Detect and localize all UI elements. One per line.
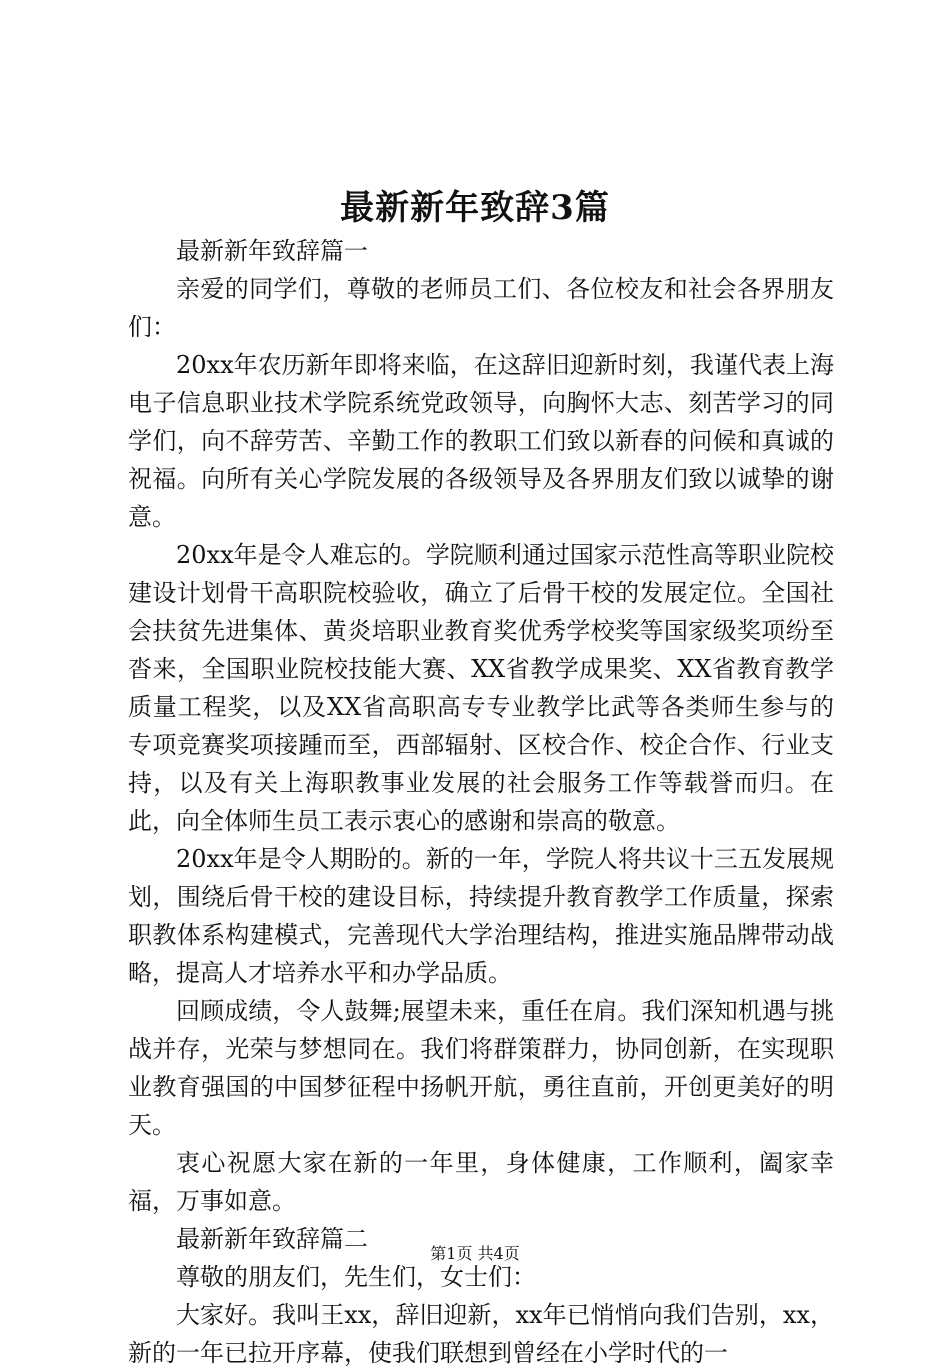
- page-footer: 第1页 共4页: [430, 1244, 520, 1263]
- document-title: 最新新年致辞3篇: [340, 188, 610, 228]
- paragraph: 20xx年是令人难忘的。学院顺利通过国家示范性高等职业院校建设计划骨干高职院校验收，确立了后骨干校的发展定位。全国社会扶贫先进集体、黄炎培职业教育奖优秀学校奖等国家级奖项纷至沓来，全国职业院校技能大赛、XX省教学成果奖、XX省教育教学质量工程奖，以及XX省高职高专专业教学比武等各类师生参与的专项竞赛奖项接踵而至，西部辐射、区校合作、校企合作、行业支持，以及有关上海职教事业发展的社会服务工作等载誉而归。在此，向全体师生员工表示衷心的感谢和崇高的敬意。: [128, 541, 834, 835]
- document-body: [128, 232, 834, 1372]
- paragraph: 回顾成绩，令人鼓舞;展望未来，重任在肩。我们深知机遇与挑战并存，光荣与梦想同在。我们将群策群力，协同创新，在实现职业教育强国的中国梦征程中扬帆开航，勇往直前，开创更美好的明天。: [128, 997, 834, 1139]
- paragraph: 衷心祝愿大家在新的一年里，身体健康，工作顺利，阖家幸福，万事如意。: [128, 1149, 834, 1215]
- section-heading-1: 最新新年致辞篇一: [176, 237, 368, 265]
- paragraph-salutation: 尊敬的朋友们，先生们，女士们：: [176, 1263, 536, 1291]
- paragraph: 20xx年农历新年即将来临，在这辞旧迎新时刻，我谨代表上海电子信息职业技术学院系统党政领导，向胸怀大志、刻苦学习的同学们，向不辞劳苦、辛勤工作的教职工们致以新春的问候和真诚的祝福。向所有关心学院发展的各级领导及各界朋友们致以诚挚的谢意。: [128, 351, 834, 531]
- section-heading-2: 最新新年致辞篇二: [176, 1225, 368, 1253]
- paragraph: 大家好。我叫王xx，辞旧迎新，xx年已悄悄向我们告别，xx，新的一年已拉开序幕，使我们联想到曾经在小学时代的一: [128, 1301, 834, 1367]
- paragraph-salutation: 亲爱的同学们，尊敬的老师员工们、各位校友和社会各界朋友们：: [128, 275, 834, 341]
- paragraph: 20xx年是令人期盼的。新的一年，学院人将共议十三五发展规划，围绕后骨干校的建设目标，持续提升教育教学工作质量，探索职教体系构建模式，完善现代大学治理结构，推进实施品牌带动战略，提高人才培养水平和办学品质。: [128, 845, 834, 987]
